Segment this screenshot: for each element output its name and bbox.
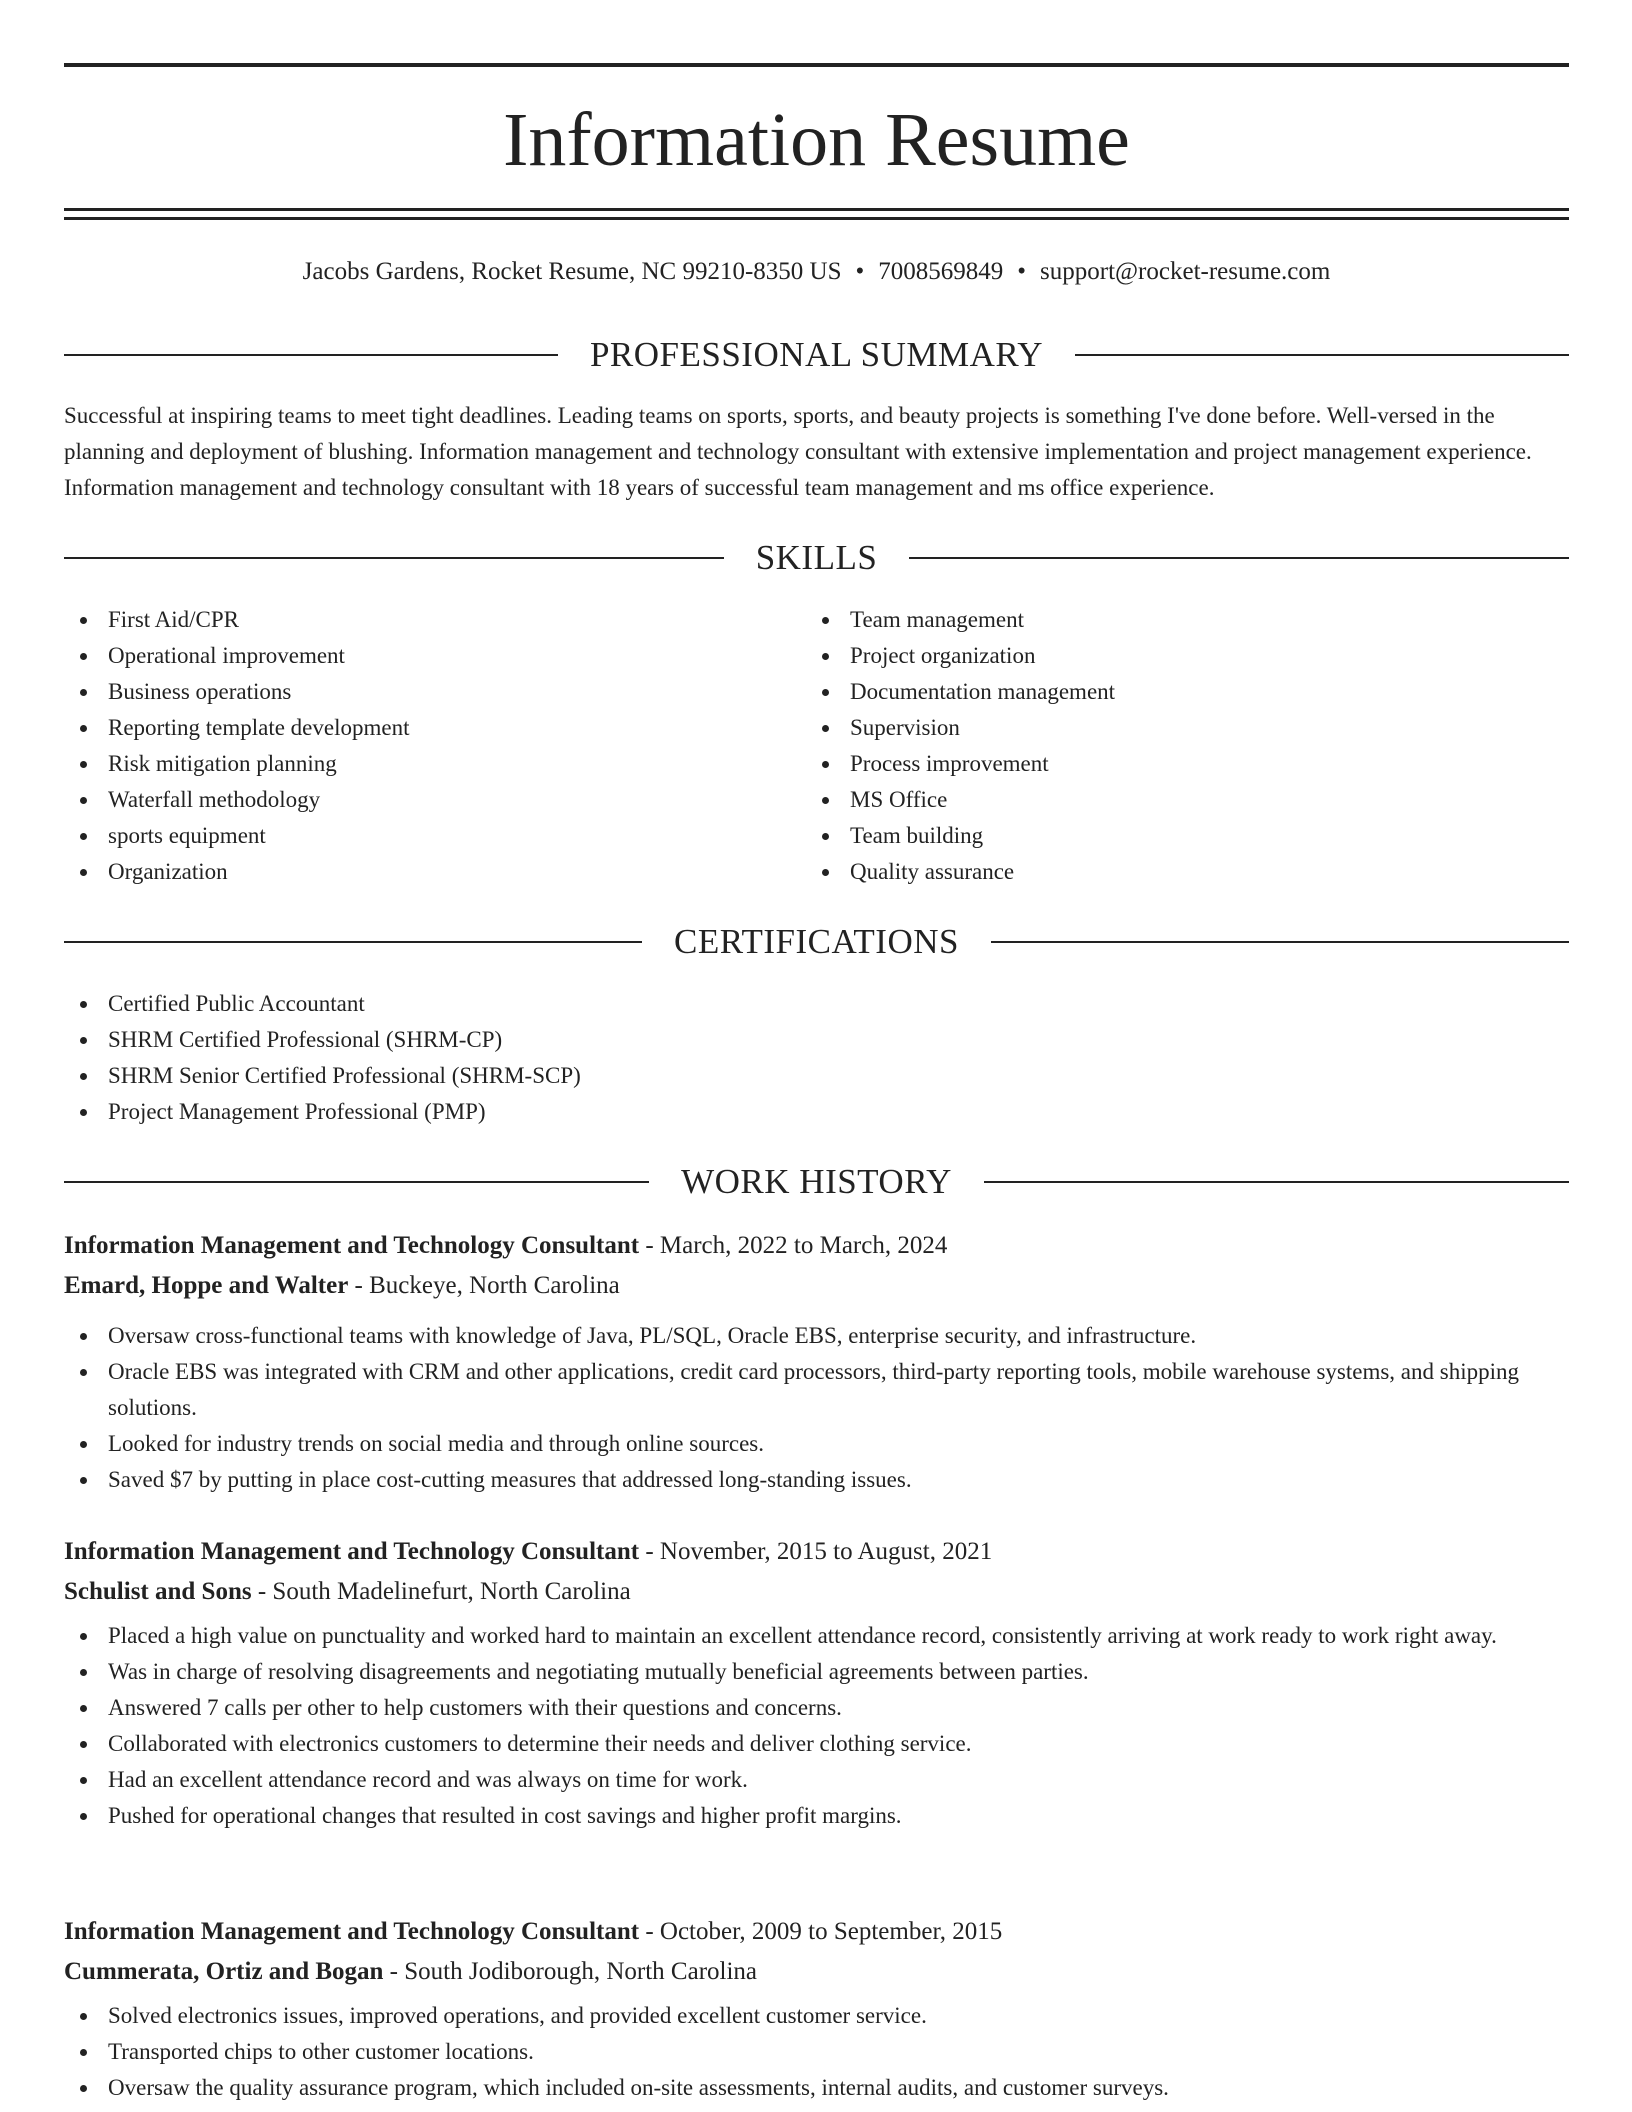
- work-history-heading: [64, 1160, 1569, 1204]
- title-double-rule: [64, 208, 1569, 220]
- contact-separator: •: [1017, 258, 1027, 285]
- job-bullet: Saved $7 by putting in place cost-cutting measures that addressed long-standing issues.: [64, 1462, 1569, 1498]
- skill-item: Documentation management: [806, 674, 1526, 710]
- certification-item: Certified Public Accountant: [64, 986, 1569, 1022]
- job-location: - South Madelinefurt, North Carolina: [251, 1578, 631, 1605]
- heading-rule: [64, 557, 724, 559]
- job-bullets: [64, 1318, 1569, 1498]
- job-dates: - March, 2022 to March, 2024: [639, 1232, 948, 1259]
- job-bullets: [64, 1998, 1569, 2106]
- certifications-heading: [64, 920, 1569, 964]
- contact-separator: •: [855, 258, 865, 285]
- skill-item: Business operations: [64, 674, 784, 710]
- certification-item: SHRM Certified Professional (SHRM-CP): [64, 1022, 1569, 1058]
- job-bullet: Looked for industry trends on social media and through online sources.: [64, 1426, 1569, 1462]
- skill-item: Team building: [806, 818, 1526, 854]
- skill-item: First Aid/CPR: [64, 602, 784, 638]
- job-entry: [64, 1226, 1569, 1498]
- skill-item: Team management: [806, 602, 1526, 638]
- job-bullet: Solved electronics issues, improved operations, and provided excellent customer service.: [64, 1998, 1569, 2034]
- job-bullet: Answered 7 calls per other to help customers with their questions and concerns.: [64, 1690, 1569, 1726]
- contact-email: support@rocket-resume.com: [1040, 258, 1331, 285]
- skills-list-left: [64, 602, 784, 890]
- job-bullet: Pushed for operational changes that resulted in cost savings and higher profit margins.: [64, 1798, 1569, 1834]
- job-bullets: [64, 1618, 1569, 1834]
- job-company-line: [64, 1572, 1569, 1612]
- heading-rule: [991, 941, 1569, 943]
- job-title: Information Management and Technology Consultant: [64, 1538, 640, 1565]
- job-title-line: [64, 1912, 1569, 1952]
- job-title: Information Management and Technology Consultant: [64, 1232, 640, 1259]
- heading-rule: [1075, 354, 1569, 356]
- skill-item: Project organization: [806, 638, 1526, 674]
- job-bullet: Was in charge of resolving disagreements and negotiating mutually beneficial agreements between parties.: [64, 1654, 1569, 1690]
- job-bullet: Transported chips to other customer locations.: [64, 2034, 1569, 2070]
- job-company: Schulist and Sons: [64, 1578, 252, 1605]
- skill-item: Supervision: [806, 710, 1526, 746]
- section-title: CERTIFICATIONS: [674, 922, 959, 961]
- section-title: PROFESSIONAL SUMMARY: [589, 335, 1044, 374]
- skill-item: Quality assurance: [806, 854, 1526, 890]
- job-title: Information Management and Technology Consultant: [64, 1918, 640, 1945]
- job-bullet: Placed a high value on punctuality and worked hard to maintain an excellent attendance record, consistently arriving at work ready to work right away.: [64, 1618, 1569, 1654]
- contact-phone: 7008569849: [878, 258, 1004, 285]
- contact-line: [64, 252, 1569, 292]
- heading-rule: [64, 941, 642, 943]
- job-company: Emard, Hoppe and Walter: [64, 1272, 349, 1299]
- job-bullet: Oracle EBS was integrated with CRM and other applications, credit card processors, third-party reporting tools, mobile warehouse systems, and shipping solutions.: [64, 1354, 1569, 1426]
- skills-list-right: [806, 602, 1526, 890]
- section-title: SKILLS: [755, 538, 878, 577]
- job-location: - South Jodiborough, North Carolina: [383, 1958, 758, 1985]
- section-title: WORK HISTORY: [681, 1162, 952, 1201]
- job-company: Cummerata, Ortiz and Bogan: [64, 1958, 384, 1985]
- job-entry: [64, 1912, 1569, 2106]
- skill-item: Risk mitigation planning: [64, 746, 784, 782]
- job-bullet: Oversaw cross-functional teams with knowledge of Java, PL/SQL, Oracle EBS, enterprise security, and infrastructure.: [64, 1318, 1569, 1354]
- skill-item: Reporting template development: [64, 710, 784, 746]
- job-dates: - November, 2015 to August, 2021: [639, 1538, 993, 1565]
- skills-heading: [64, 536, 1569, 580]
- job-bullet: Had an excellent attendance record and was always on time for work.: [64, 1762, 1569, 1798]
- job-bullet: Oversaw the quality assurance program, which included on-site assessments, internal audits, and customer surveys.: [64, 2070, 1569, 2106]
- top-rule: [64, 63, 1569, 67]
- summary-text: Successful at inspiring teams to meet tight deadlines. Leading teams on sports, sports, and beauty projects is something I've done before. Well-versed in the planning and deployment of blushing. Information management and technology consultant with extensive implementation and project management experience. Information management and technology consultant with 18 years of successful team management and ms office experience.: [64, 403, 1532, 500]
- resume-title: Information Resume: [503, 98, 1130, 182]
- job-title-line: [64, 1226, 1569, 1266]
- heading-rule: [64, 354, 558, 356]
- certification-item: Project Management Professional (PMP): [64, 1094, 1569, 1130]
- skill-item: Process improvement: [806, 746, 1526, 782]
- skill-item: sports equipment: [64, 818, 784, 854]
- job-bullet: Collaborated with electronics customers to determine their needs and deliver clothing service.: [64, 1726, 1569, 1762]
- skill-item: Organization: [64, 854, 784, 890]
- job-entry: [64, 1532, 1569, 1834]
- skill-item: Operational improvement: [64, 638, 784, 674]
- heading-rule: [984, 1181, 1569, 1183]
- job-company-line: [64, 1266, 1569, 1306]
- skill-item: Waterfall methodology: [64, 782, 784, 818]
- skill-item: MS Office: [806, 782, 1526, 818]
- certifications-list: [64, 986, 1569, 1130]
- heading-rule: [909, 557, 1569, 559]
- job-title-line: [64, 1532, 1569, 1572]
- job-location: - Buckeye, North Carolina: [348, 1272, 620, 1299]
- job-dates: - October, 2009 to September, 2015: [639, 1918, 1003, 1945]
- certification-item: SHRM Senior Certified Professional (SHRM-SCP): [64, 1058, 1569, 1094]
- job-company-line: [64, 1952, 1569, 1992]
- contact-address: Jacobs Gardens, Rocket Resume, NC 99210-8350 US: [302, 258, 842, 285]
- summary-heading: [64, 333, 1569, 377]
- heading-rule: [64, 1181, 649, 1183]
